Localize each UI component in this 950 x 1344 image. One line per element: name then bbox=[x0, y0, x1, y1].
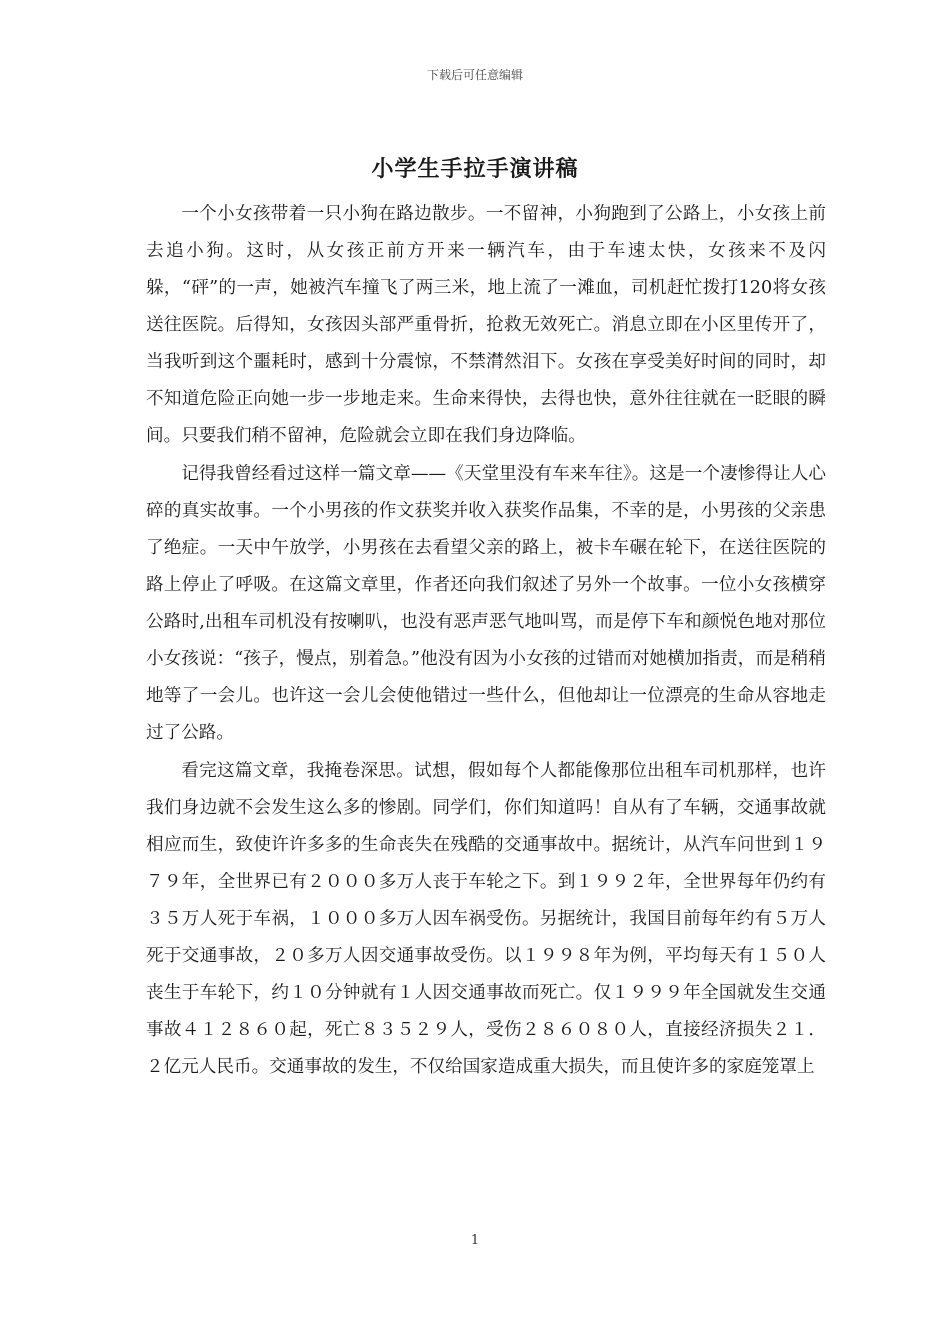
paragraph-2: 记得我曾经看过这样一篇文章——《天堂里没有车来车往》。这是一个凄惨得让人心碎的真实故事。一个小男孩的作文获奖并收入获奖作品集，不幸的是，小男孩的父亲患了绝症。一天中午放学，小男孩在去看望父亲的路上，被卡车碾在轮下，在送往医院的路上停止了呼吸。在这篇文章里，作者还向我们叙述了另外一个故事。一位小女孩横穿公路时,出租车司机没有按喇叭，也没有恶声恶气地叫骂，而是停下车和颜悦色地对那位小女孩说：“孩子，慢点，别着急。”他没有因为小女孩的过错而对她横加指责，而是稍稍地等了一会儿。也许这一会儿会使他错过一些什么，但他却让一位漂亮的生命从容地走过了公路。 bbox=[146, 464, 826, 743]
paragraph-3: 看完这篇文章，我掩卷深思。试想，假如每个人都能像那位出租车司机那样，也许我们身边就不会发生这么多的惨剧。同学们，你们知道吗！自从有了车辆，交通事故就相应而生，致使许许多多的生命丧失在残酷的交通事故中。据统计，从汽车问世到１９７９年，全世界已有２０００多万人丧于车轮之下。到１９９２年，全世界每年仍约有３５万人死于车祸，１０００多万人因车祸受伤。另据统计，我国目前每年约有５万人死于交通事故，２０多万人因交通事故受伤。以１９９８年为例，平均每天有１５０人丧生于车轮下，约１０分钟就有１人因交通事故而死亡。仅１９９９年全国就发生交通事故４１２８６０起，死亡８３５２９人，受伤２８６０８０人，直接经济损失２１．２亿元人民币。交通事故的发生，不仅给国家造成重大损失，而且使许多的家庭笼罩上 bbox=[146, 761, 826, 1077]
page-header-note: 下载后可任意编辑 bbox=[426, 68, 523, 82]
document-body bbox=[146, 196, 826, 1087]
page-number: 1 bbox=[470, 1233, 480, 1248]
document-title: 小学生手拉手演讲稿 bbox=[371, 157, 579, 182]
paragraph-1: 一个小女孩带着一只小狗在路边散步。一不留神，小狗跑到了公路上，小女孩上前去追小狗。这时，从女孩正前方开来一辆汽车，由于车速太快，女孩来不及闪躲，“砰”的一声，她被汽车撞飞了两三米，地上流了一滩血，司机赶忙拨打120将女孩送往医院。后得知，女孩因头部严重骨折，抢救无效死亡。消息立即在小区里传开了，当我听到这个噩耗时，感到十分震惊，不禁潸然泪下。女孩在享受美好时间的同时，却不知道危险正向她一步一步地走来。生命来得快，去得也快，意外往往就在一眨眼的瞬间。只要我们稍不留神，危险就会立即在我们身边降临。 bbox=[146, 204, 826, 446]
